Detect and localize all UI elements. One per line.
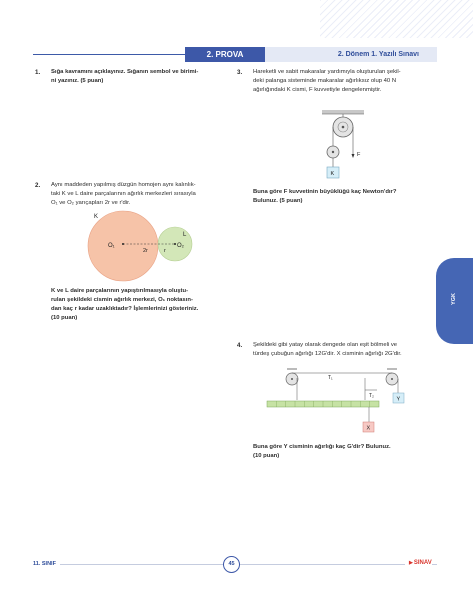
force-arrow: [352, 154, 355, 158]
q2-question: [51, 287, 198, 323]
q3-question: [253, 188, 396, 206]
label-r: r: [164, 248, 166, 254]
q2-line: O₁ ve O₂ yarıçapları 2r ve r'dir.: [51, 200, 131, 206]
q2-number: 2.: [35, 182, 41, 189]
q4-line: Şekildeki gibi yatay olarak dengede olan eşit bölmeli ve: [253, 342, 398, 348]
lever-figure: [265, 366, 413, 438]
q4-question: [253, 443, 391, 461]
label-o2: O₂: [177, 243, 184, 249]
page-number: 45: [223, 556, 240, 573]
grade-label: 11. SINIF: [33, 561, 60, 567]
q2-question-line: (10 puan): [51, 315, 78, 321]
q1-text: [51, 68, 198, 86]
circles-figure: [80, 210, 200, 285]
q4-number: 4.: [237, 342, 243, 349]
q3-line: Hareketli ve sabit makaralar yardımıyla oluşturulan şekil-: [253, 69, 401, 75]
prova-label: 2. PROVA: [206, 50, 244, 59]
q3-question-line: Buna göre F kuvvetinin büyüklüğü kaç Newton'dır?: [253, 189, 397, 195]
label-k-block: K: [330, 171, 335, 177]
q3-question-line: Bulunuz. (5 puan): [253, 198, 303, 204]
q2-text: [51, 181, 196, 208]
label-f: F: [357, 152, 361, 158]
pulley-figure: [314, 110, 374, 182]
q4-text: [253, 341, 402, 359]
q2-line: taki K ve L daire parçalarının ağırlık merkezleri sırasıyla: [51, 191, 196, 197]
label-o1: O₁: [108, 243, 115, 249]
q2-question-line: rulan şekildeki cismin ağırlık merkezi, O₁ noktasın-: [51, 297, 193, 303]
q3-line: ağırlığındaki K cismi, F kuvvetiyle dengelenmiştir.: [253, 87, 382, 93]
q4-question-line: (10 puan): [253, 453, 280, 459]
label-k: K: [94, 214, 99, 220]
publisher-logo: ▶ SINAV: [405, 560, 432, 566]
q2-question-line: dan kaç r kadar uzaklıktadır? İşlemlerinizi gösteriniz.: [51, 306, 199, 312]
q4-line: türdeş çubuğun ağırlığı 12G'dir. X cisminin ağırlığı 2G'dir.: [253, 351, 402, 357]
q1-line: Sığa kavramını açıklayınız. Sığanın sembol ve birimi-: [51, 69, 199, 75]
label-t1: T₁: [328, 375, 333, 381]
label-2r: 2r: [143, 248, 148, 254]
q4-question-line: Buna göre Y cisminin ağırlığı kaç G'dir? Bulunuz.: [253, 444, 391, 450]
side-tab: [436, 258, 473, 344]
q1-number: 1.: [35, 69, 41, 76]
q3-text: [253, 68, 401, 95]
q3-number: 3.: [237, 69, 243, 76]
label-t2: T₂: [369, 393, 374, 399]
q2-line: Aynı maddeden yapılmış düzgün homojen aynı kalınlık-: [51, 182, 196, 188]
q3-line: deki palanga sisteminde makaralar ağırlıksız olup 40 N: [253, 78, 397, 84]
side-tab-label: YGK: [450, 293, 457, 305]
exam-title: 2. Dönem 1. Yazılı Sınavı: [337, 51, 419, 58]
ceiling: [322, 110, 364, 114]
label-l: L: [183, 232, 187, 238]
header-decoration: [320, 0, 473, 38]
label-y: Y: [396, 396, 401, 403]
q2-question-line: K ve L daire parçalarının yapıştırılmasıyla oluştu-: [51, 288, 189, 294]
q1-line: ni yazınız. (5 puan): [51, 78, 104, 84]
circle-k: [88, 211, 158, 281]
label-x: X: [366, 425, 371, 432]
